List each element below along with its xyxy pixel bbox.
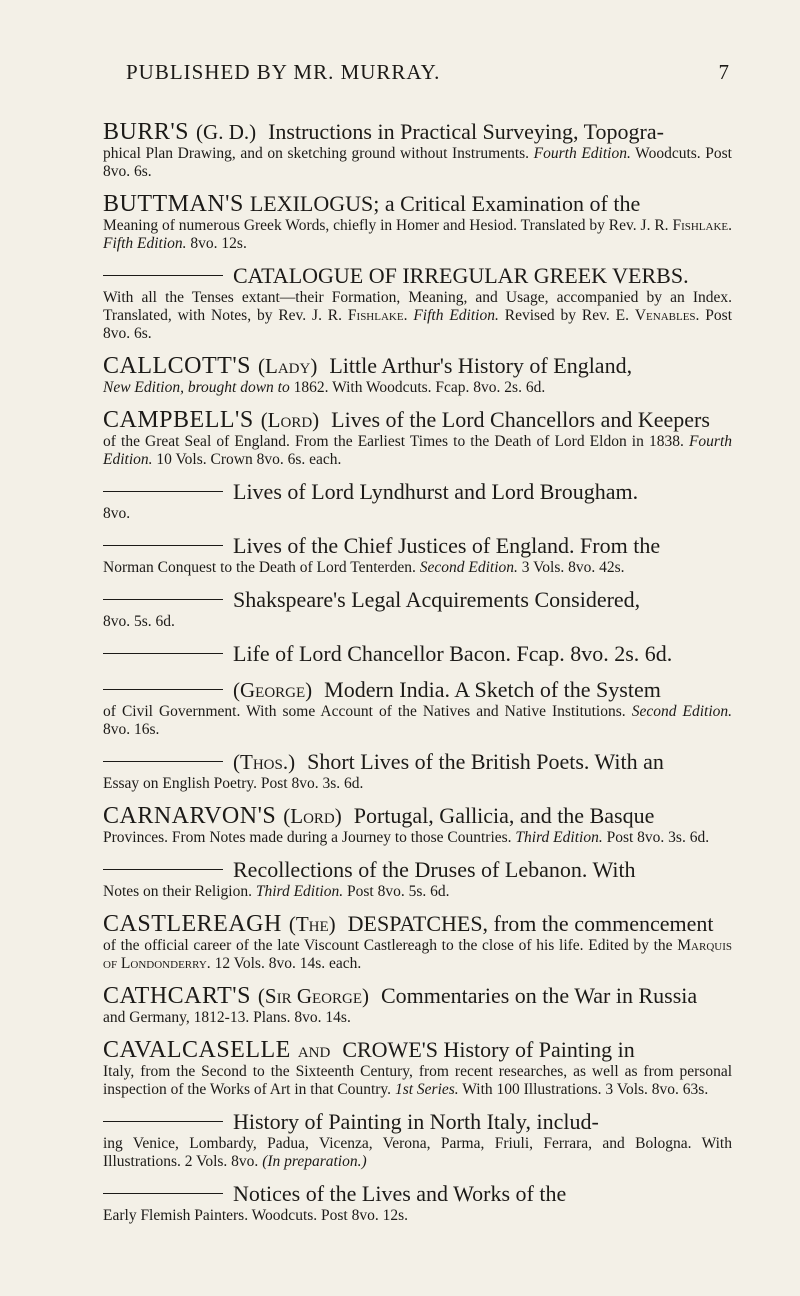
catalogue-entry — [103, 983, 732, 1027]
author-qualifier: (George) — [233, 678, 313, 702]
book-title: DESPATCHES, from the commencement — [347, 911, 714, 936]
entry-heading — [103, 911, 732, 937]
entry-heading — [103, 587, 732, 613]
detail-text: 3 Vols. 8vo. 42s. — [517, 559, 625, 576]
book-details — [103, 505, 732, 523]
book-details — [103, 1063, 732, 1099]
book-title: CATALOGUE OF IRREGULAR GREEK VERBS. — [233, 263, 689, 288]
book-title: Shakspeare's Legal Acquirements Considered, — [233, 587, 641, 612]
detail-text: Italy, from the Second to the Sixteenth Century, from recent researches, as well as from personal inspection of the Works of Art in that Country. — [103, 1063, 732, 1098]
detail-text: 1st Series. — [394, 1081, 459, 1098]
book-title: Lives of the Lord Chancellors and Keepers — [331, 407, 710, 432]
detail-text: 10 Vols. Crown 8vo. 6s. each. — [152, 451, 342, 468]
detail-text: Marquis of Londonderry. — [103, 937, 732, 972]
running-header — [126, 60, 732, 85]
catalogue-entry — [103, 119, 732, 181]
book-details — [103, 217, 732, 253]
book-details — [103, 559, 732, 577]
detail-text: Third Edition. — [255, 883, 344, 900]
catalogue-entry — [103, 857, 732, 901]
ditto-rule — [103, 599, 223, 600]
entry-heading — [103, 263, 732, 289]
book-details — [103, 613, 732, 631]
author-name: CASTLEREAGH — [103, 911, 282, 937]
detail-text: 8vo. 16s. — [103, 721, 160, 738]
detail-text: ing Venice, Lombardy, Padua, Vicenza, Verona, Parma, Friuli, Ferrara, and Bologna. With Illustrations. 2 Vols. 8vo. — [103, 1135, 732, 1170]
catalogue-entry — [103, 587, 732, 631]
author-name: CATHCART'S — [103, 983, 251, 1009]
book-title: LEXILOGUS; a Critical Examination of the — [249, 191, 641, 216]
entry-heading — [103, 803, 732, 829]
book-details — [103, 1135, 732, 1171]
book-details — [103, 145, 732, 181]
book-title: Lives of Lord Lyndhurst and Lord Brougham. — [233, 479, 639, 504]
author-qualifier: (The) — [288, 912, 336, 936]
ditto-rule — [103, 869, 223, 870]
entry-list — [103, 119, 732, 1225]
author-name: CARNARVON'S — [103, 803, 277, 829]
catalogue-entry — [103, 407, 732, 469]
book-title: Lives of the Chief Justices of England. From the — [233, 533, 661, 558]
author-qualifier: and — [297, 1038, 331, 1062]
ditto-rule — [103, 653, 223, 654]
author-name: CAMPBELL'S — [103, 407, 254, 433]
entry-heading — [103, 1109, 732, 1135]
ditto-rule — [103, 689, 223, 690]
book-title: Notices of the Lives and Works of the — [233, 1181, 567, 1206]
entry-heading — [103, 119, 732, 145]
detail-text: Post 8vo. 6s. — [103, 307, 733, 342]
detail-text: of Civil Government. With some Account of the Natives and Native Institutions. — [103, 703, 632, 720]
detail-text: and Germany, 1812-13. Plans. 8vo. 14s. — [103, 1009, 351, 1026]
book-details — [103, 775, 732, 793]
detail-text: Norman Conquest to the Death of Lord Tenterden. — [103, 559, 420, 576]
catalogue-entry — [103, 803, 732, 847]
catalogue-entry — [103, 353, 732, 397]
running-title: PUBLISHED BY MR. MURRAY. — [126, 60, 441, 84]
detail-text: Meaning of numerous Greek Words, chiefly in Homer and Hesiod. Translated by Rev. J. R. — [103, 217, 673, 234]
catalogue-entry — [103, 1037, 732, 1099]
author-name: BURR'S — [103, 119, 190, 145]
detail-text: Essay on English Poetry. Post 8vo. 3s. 6d. — [103, 775, 364, 792]
book-details — [103, 1207, 732, 1225]
catalogue-entry — [103, 479, 732, 523]
author-qualifier: (Lord) — [260, 408, 320, 432]
author-name: BUTTMAN'S — [103, 191, 244, 217]
author-name: CAVALCASELLE — [103, 1037, 291, 1063]
book-title: History of Painting in North Italy, includ- — [233, 1109, 599, 1134]
book-title: Short Lives of the British Poets. With an — [307, 749, 664, 774]
entry-heading — [103, 1037, 732, 1063]
book-details — [103, 433, 732, 469]
detail-text: With 100 Illustrations. 3 Vols. 8vo. 63s. — [458, 1081, 709, 1098]
ditto-rule — [103, 275, 223, 276]
detail-text: With all the Tenses extant—their Formation, Meaning, and Usage, accompanied by an Index. Translated, with Notes, by Rev. J. R. — [103, 289, 732, 324]
detail-text: Fourth Edition. — [533, 145, 631, 162]
detail-text: 8vo. — [103, 505, 131, 522]
book-title: CROWE'S History of Painting in — [342, 1037, 635, 1062]
book-title: Commentaries on the War in Russia — [381, 983, 698, 1008]
author-name: CALLCOTT'S — [103, 353, 251, 379]
entry-heading — [103, 641, 732, 667]
detail-text: Post 8vo. 5s. 6d. — [343, 883, 450, 900]
detail-text: Fishlake. — [672, 217, 732, 234]
author-qualifier: (G. D.) — [196, 120, 257, 144]
catalogue-entry — [103, 1109, 732, 1171]
author-qualifier: (Thos.) — [233, 750, 296, 774]
entry-heading — [103, 1181, 732, 1207]
author-qualifier: (Lady) — [258, 354, 318, 378]
ditto-rule — [103, 545, 223, 546]
entry-heading — [103, 749, 732, 775]
catalogue-entry — [103, 1181, 732, 1225]
detail-text: Second Edition. — [419, 559, 518, 576]
entry-heading — [103, 533, 732, 559]
detail-text: Notes on their Religion. — [103, 883, 256, 900]
catalogue-entry — [103, 191, 732, 253]
catalogue-entry — [103, 533, 732, 577]
detail-text: of the official career of the late Viscount Castlereagh to the close of his life. Edited by the — [103, 937, 678, 954]
author-qualifier: (Sir George) — [257, 984, 369, 1008]
detail-text: Venables. — [634, 307, 700, 324]
detail-text: Revised by Rev. E. — [498, 307, 635, 324]
ditto-rule — [103, 1193, 223, 1194]
entry-heading — [103, 857, 732, 883]
detail-text: 12 Vols. 8vo. 14s. each. — [210, 955, 362, 972]
entry-heading — [103, 407, 732, 433]
book-details — [103, 937, 732, 973]
detail-text: 8vo. 12s. — [186, 235, 247, 252]
detail-text: Fifth Edition. — [413, 307, 499, 324]
book-details — [103, 703, 732, 739]
entry-heading — [103, 677, 732, 703]
book-title: Instructions in Practical Surveying, Topogra- — [268, 119, 664, 144]
entry-heading — [103, 191, 732, 217]
ditto-rule — [103, 491, 223, 492]
book-details — [103, 1009, 732, 1027]
book-title: Life of Lord Chancellor Bacon. Fcap. 8vo. 2s. 6d. — [233, 641, 673, 666]
detail-text: Woodcuts. Post 8vo. 6s. — [103, 145, 732, 180]
detail-text: Fifth Edition. — [103, 235, 187, 252]
catalogue-entry — [103, 641, 732, 667]
entry-heading — [103, 983, 732, 1009]
catalogue-entry — [103, 911, 732, 973]
author-qualifier: (Lord) — [283, 804, 342, 828]
detail-text: Early Flemish Painters. Woodcuts. Post 8vo. 12s. — [103, 1207, 409, 1224]
book-details — [103, 289, 732, 343]
detail-text: Fishlake. — [347, 307, 408, 324]
book-details — [103, 883, 732, 901]
catalogue-entry — [103, 749, 732, 793]
detail-text: Fourth Edition. — [103, 433, 732, 468]
book-details — [103, 379, 732, 397]
detail-text: Second Edition. — [631, 703, 732, 720]
detail-text: of the Great Seal of England. From the Earliest Times to the Death of Lord Eldon in 1838. — [103, 433, 689, 450]
catalogue-entry — [103, 677, 732, 739]
book-title: Little Arthur's History of England, — [329, 353, 633, 378]
book-title: Modern India. A Sketch of the System — [324, 677, 661, 702]
catalogue-entry — [103, 263, 732, 343]
book-title: Portugal, Gallicia, and the Basque — [353, 803, 655, 828]
detail-text: Provinces. From Notes made during a Journey to those Countries. — [103, 829, 516, 846]
ditto-rule — [103, 761, 223, 762]
ditto-rule — [103, 1121, 223, 1122]
page-number: 7 — [718, 60, 730, 84]
book-details — [103, 829, 732, 847]
book-title: Recollections of the Druses of Lebanon. With — [233, 857, 636, 882]
detail-text: Third Edition. — [515, 829, 603, 846]
detail-text: 8vo. 5s. 6d. — [103, 613, 175, 630]
detail-text: phical Plan Drawing, and on sketching ground without Instruments. — [103, 145, 534, 162]
detail-text: Post 8vo. 3s. 6d. — [602, 829, 710, 846]
entry-heading — [103, 479, 732, 505]
detail-text: New Edition, brought down to — [103, 379, 290, 396]
detail-text: (In preparation.) — [262, 1153, 367, 1170]
detail-text: 1862. With Woodcuts. Fcap. 8vo. 2s. 6d. — [289, 379, 546, 396]
entry-heading — [103, 353, 732, 379]
